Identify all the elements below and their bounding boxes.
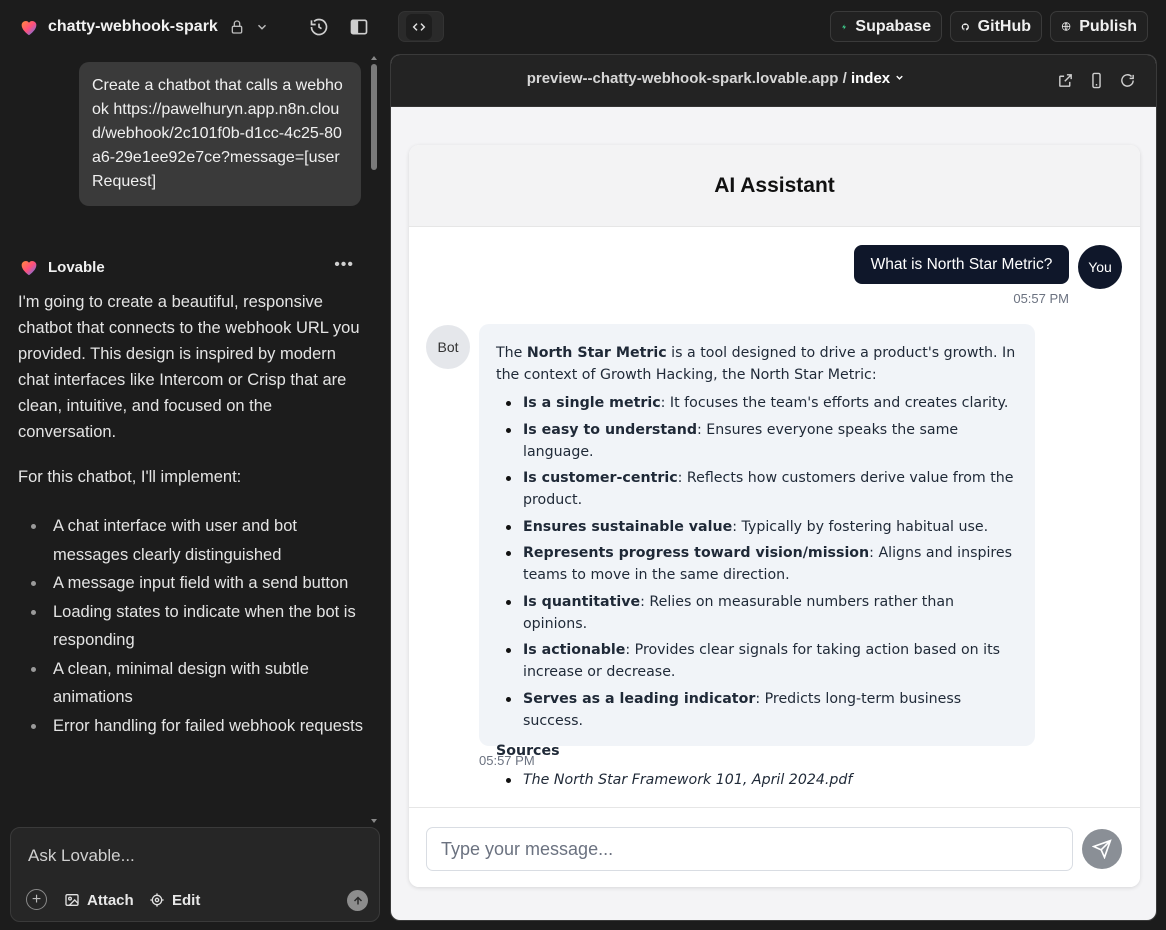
assistant-feature-list: [18, 512, 363, 740]
supabase-label: Supabase: [855, 17, 931, 35]
more-options-icon[interactable]: •••: [334, 256, 354, 273]
user-message: Create a chatbot that calls a webhook https://pawelhuryn.app.n8n.cloud/webhook/2c101f0b-d1cc-4c25-80a6-29e1ee92e7ce?message=[userRequest]: [79, 62, 361, 206]
point-term: Ensures sustainable value: [523, 518, 733, 535]
point-text: : Reflects how customers derive value from the product.: [523, 470, 1014, 508]
edit-button[interactable]: [149, 889, 200, 911]
point-text: : Provides clear signals for taking action based on its increase or decrease.: [523, 642, 1001, 680]
point-text: : Relies on measurable numbers rather than opinions.: [523, 593, 955, 632]
lovable-logo-icon: [18, 16, 40, 38]
point-term: Is easy to understand: [523, 421, 697, 438]
github-label: GitHub: [977, 17, 1031, 35]
sources-list: [496, 769, 1018, 791]
chatbot-title: AI Assistant: [409, 145, 1140, 227]
point-term: Is customer-centric: [523, 470, 678, 486]
point-term: Represents progress toward vision/mission: [523, 545, 870, 561]
preview-panel: [390, 54, 1157, 921]
list-item: [496, 392, 1018, 414]
intro-text: is a tool designed to drive a product's growth. In the context of Growth Hacking, the North Star Metric:: [496, 345, 1016, 383]
scroll-down-arrow[interactable]: [371, 819, 377, 823]
github-button[interactable]: [950, 11, 1042, 42]
chatbot-card: [409, 145, 1140, 887]
globe-icon: [1061, 17, 1071, 36]
code-icon: [406, 14, 432, 40]
supabase-button[interactable]: [830, 11, 942, 42]
assistant-paragraph: I'm going to create a beautiful, responsive chatbot that connects to the webhook URL you provided. This design is inspired by modern chat interfaces like Intercom or Crisp that are clean, intuitive, and focused on the conversation.: [18, 293, 360, 441]
external-link-icon[interactable]: [1057, 72, 1075, 90]
list-item: A clean, minimal design with subtle animations: [18, 655, 363, 712]
chevron-down-icon[interactable]: [254, 19, 270, 35]
bot-intro: [496, 342, 1018, 386]
url-separator: /: [842, 70, 847, 87]
refresh-icon[interactable]: [1119, 72, 1137, 90]
point-text: : Aligns and inspires teams to move in the same direction.: [523, 545, 1013, 583]
chat-scrollbar[interactable]: [371, 64, 377, 170]
user-avatar: You: [1078, 245, 1122, 289]
publish-button[interactable]: [1050, 11, 1148, 42]
message-timestamp: 05:57 PM: [1013, 291, 1069, 306]
sources-heading: Sources: [496, 742, 560, 759]
chevron-down-icon: [894, 72, 905, 83]
message-timestamp: 05:57 PM: [479, 753, 535, 768]
intro-bold: North Star Metric: [526, 345, 667, 361]
assistant-name: Lovable: [48, 258, 105, 276]
assistant-header: [18, 256, 358, 278]
point-term: Is quantitative: [523, 593, 641, 610]
url-page: index: [850, 70, 891, 87]
mobile-icon[interactable]: [1088, 72, 1106, 90]
preview-toolbar: [391, 55, 1157, 107]
sidebar-toggle-icon[interactable]: [348, 16, 370, 38]
chatbot-input-bar: [409, 807, 1140, 887]
top-bar: [0, 0, 1166, 54]
code-view-button[interactable]: [398, 11, 444, 42]
list-item: Error handling for failed webhook requests: [18, 712, 363, 741]
send-arrow-icon[interactable]: [347, 890, 368, 911]
send-button[interactable]: [1082, 829, 1122, 869]
assistant-paragraph: For this chatbot, I'll implement:: [18, 468, 242, 486]
list-item: [496, 467, 1018, 511]
publish-label: Publish: [1079, 17, 1137, 35]
user-message: What is North Star Metric?: [854, 245, 1069, 284]
composer: [10, 827, 380, 922]
url-host: preview--chatty-webhook-spark.lovable.app: [526, 70, 839, 87]
point-term: Serves as a leading indicator: [523, 690, 756, 707]
supabase-icon: [841, 18, 847, 36]
image-icon: [64, 892, 80, 908]
bot-avatar: Bot: [426, 325, 470, 369]
bot-point-list: [496, 392, 1018, 732]
scroll-up-arrow[interactable]: [371, 56, 377, 60]
list-item: A chat interface with user and bot messages clearly distinguished: [18, 512, 363, 569]
list-item: [496, 688, 1018, 732]
list-item: A message input field with a send button: [18, 569, 363, 598]
source-item: The North Star Framework 101, April 2024.pdf: [496, 769, 1018, 791]
edit-label: Edit: [172, 891, 201, 909]
ask-input[interactable]: [28, 846, 358, 866]
project-switcher[interactable]: [18, 14, 270, 40]
point-text: : It focuses the team's efforts and creates clarity.: [660, 395, 1009, 411]
message-input[interactable]: [426, 827, 1073, 871]
plus-icon[interactable]: +: [26, 889, 47, 910]
lovable-logo-icon: [18, 256, 40, 278]
attach-label: Attach: [87, 891, 134, 909]
list-item: Loading states to indicate when the bot is responding: [18, 598, 363, 655]
attach-button[interactable]: [64, 889, 134, 911]
list-item: [496, 419, 1018, 463]
point-term: Is a single metric: [523, 395, 661, 411]
list-item: [496, 542, 1018, 586]
send-icon: [1092, 839, 1112, 859]
point-term: Is actionable: [523, 642, 626, 658]
lock-icon: [228, 18, 246, 36]
project-name: chatty-webhook-spark: [48, 18, 218, 35]
history-icon[interactable]: [308, 16, 330, 38]
github-icon: [961, 18, 970, 36]
point-text: : Predicts long-term business success.: [523, 690, 962, 729]
preview-url[interactable]: [391, 70, 1041, 87]
list-item: [496, 591, 1018, 635]
point-text: : Ensures everyone speaks the same language.: [523, 421, 959, 460]
list-item: [496, 516, 1018, 538]
target-icon: [149, 892, 165, 908]
intro-text: The: [496, 345, 527, 361]
list-item: [496, 639, 1018, 683]
point-text: : Typically by fostering habitual use.: [732, 518, 989, 535]
chat-panel: [0, 54, 390, 930]
